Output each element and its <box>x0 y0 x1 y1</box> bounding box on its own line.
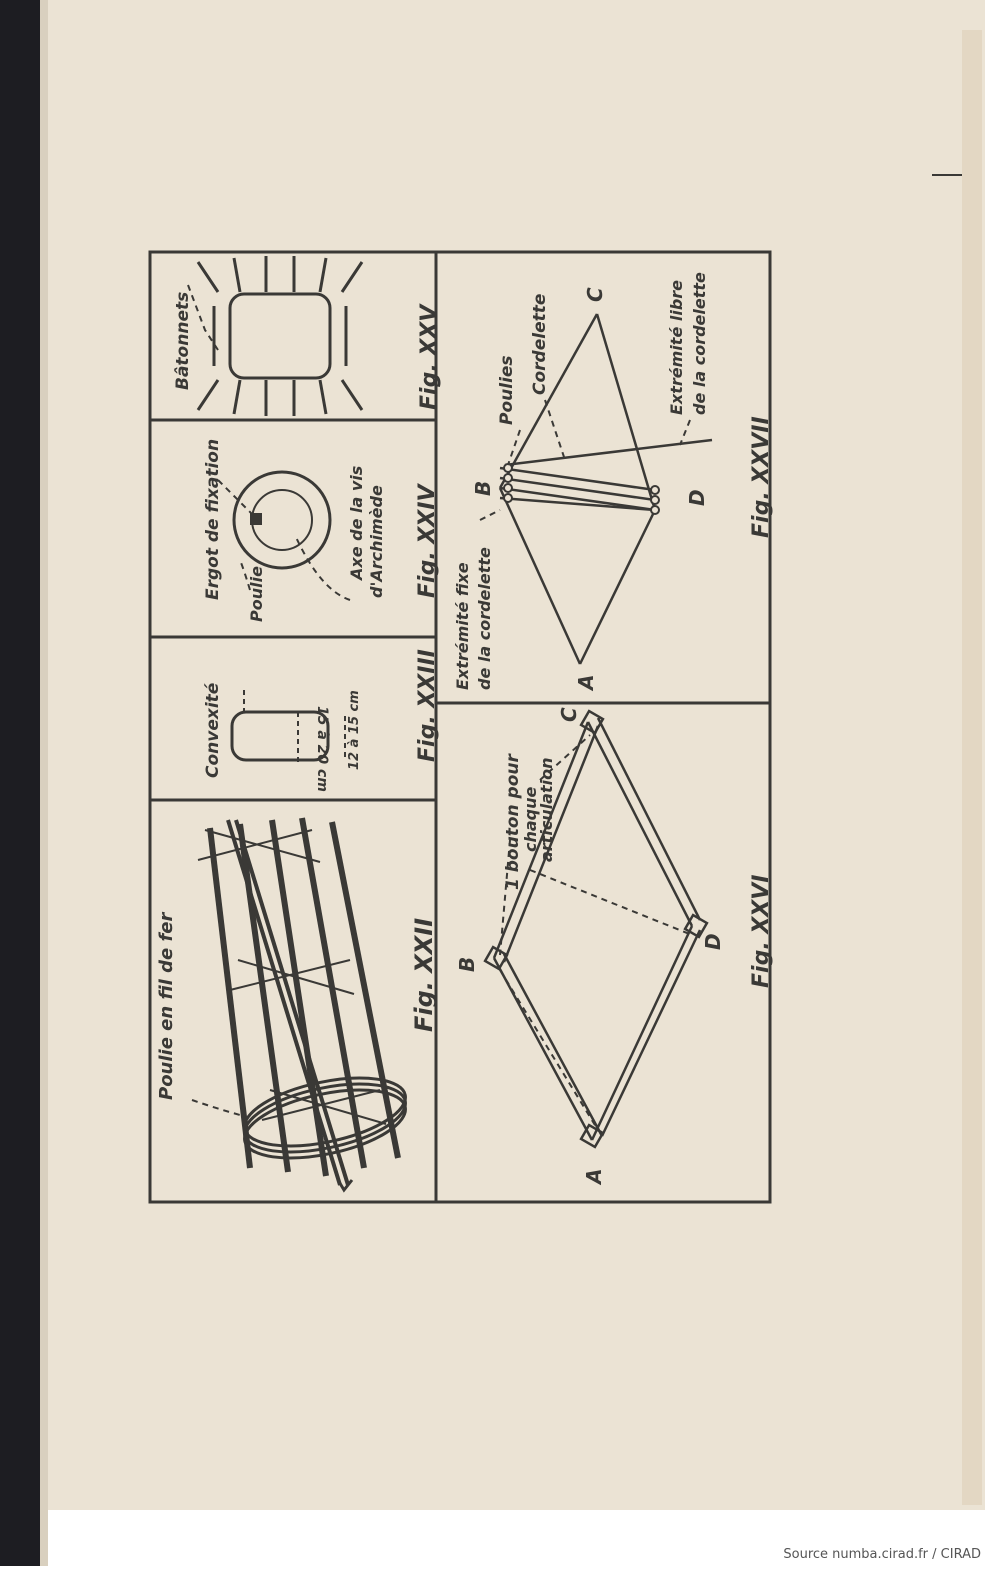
label-bouton-1: 1 bouton pour <box>503 754 523 890</box>
label-fixe-2: de la cordelette <box>475 547 494 690</box>
vertex-c: C <box>583 287 607 302</box>
label-batonnets: Bâtonnets <box>173 291 193 390</box>
vertex-b: B <box>471 480 495 496</box>
label-poulies: Poulies <box>497 355 517 425</box>
label-libre-1: Extrémité libre <box>667 279 686 415</box>
label-cordelette: Cordelette <box>530 293 550 395</box>
label-convexite: Convexité <box>203 682 223 778</box>
vertex-d: D <box>701 933 725 950</box>
label-fixe-1: Extrémité fixe <box>453 562 472 690</box>
caption-fig-xxvii: Fig. XXVII <box>749 416 774 538</box>
caption-fig-xxii: Fig. XXII <box>410 917 438 1032</box>
label-poulie-fer: Poulie en fil de fer <box>156 912 177 1100</box>
vertex-a: A <box>582 1168 606 1184</box>
gutter-shadow <box>40 0 48 1566</box>
label-ergot: Ergot de fixation <box>203 438 223 600</box>
label-libre-2: de la cordelette <box>690 272 709 415</box>
label-bouton-3: articulation <box>537 757 556 862</box>
page-edges <box>962 30 982 1505</box>
label-width: 12 à 15 cm <box>347 690 362 770</box>
vertex-d: D <box>685 489 709 506</box>
book-binding <box>0 0 40 1566</box>
label-bouton-2: chaque <box>521 786 540 852</box>
caption-fig-xxiii: Fig. XXIII <box>415 649 440 762</box>
caption-fig-xxiv: Fig. XXIV <box>415 484 440 598</box>
source-credit: Source numba.cirad.fr / CIRAD <box>783 1547 981 1562</box>
vertex-c: C <box>557 707 581 722</box>
label-poulie: Poulie <box>247 566 266 622</box>
caption-fig-xxv: Fig. XXV <box>417 304 442 410</box>
vertex-b: B <box>455 956 479 972</box>
label-length: 15 à 20 cm <box>314 706 330 792</box>
vertex-a: A <box>574 674 598 690</box>
caption-fig-xxvi: Fig. XXVI <box>749 874 774 988</box>
label-axe-2: d'Archimède <box>367 485 386 598</box>
label-axe-1: Axe de la vis <box>347 465 366 580</box>
fixing-lug <box>250 513 262 525</box>
